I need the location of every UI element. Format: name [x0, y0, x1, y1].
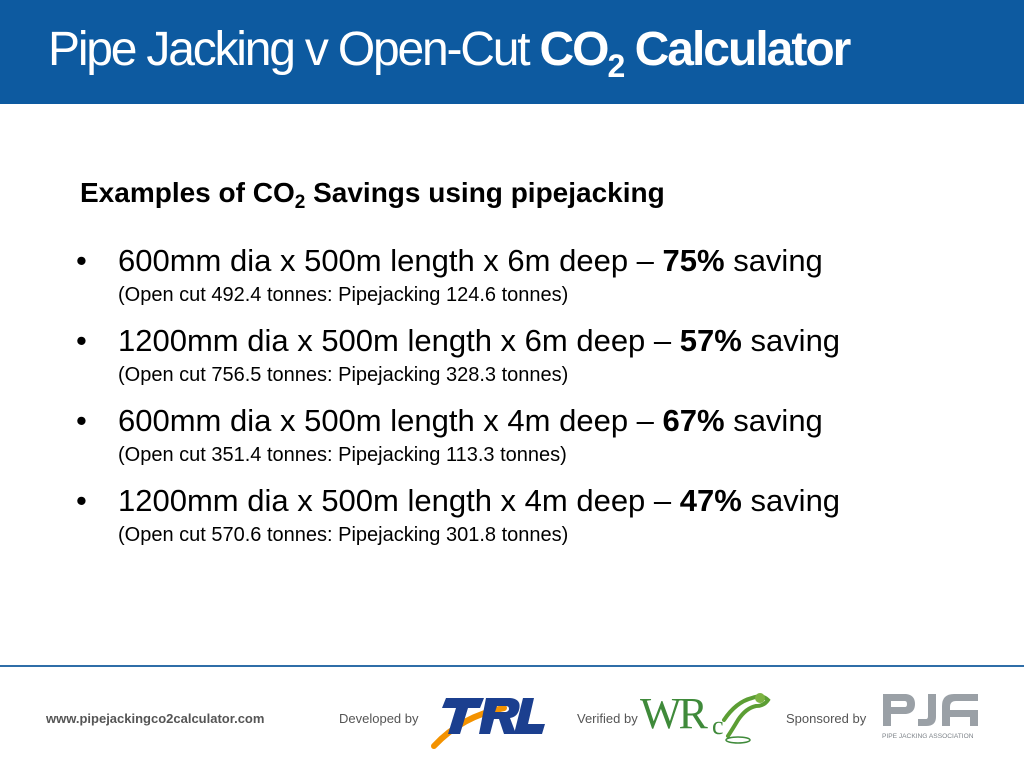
page-title — [48, 22, 850, 84]
svg-text:c: c — [712, 711, 724, 740]
pja-logo — [880, 690, 992, 742]
subtitle-prefix: Examples of CO — [80, 177, 295, 208]
bullet-detail: (Open cut 351.4 tonnes: Pipejacking 113.3 tonnes) — [118, 444, 567, 466]
saving-percent: 75% — [662, 243, 725, 278]
saving-word: saving — [741, 483, 841, 518]
subtitle-subscript: 2 — [294, 192, 306, 213]
bullet-detail: (Open cut 570.6 tonnes: Pipejacking 301.8 tonnes) — [118, 524, 569, 546]
developed-by-label: Developed by — [339, 711, 419, 726]
bullet-text: 600mm dia x 500m length x 4m deep – — [118, 403, 663, 438]
footer-divider — [0, 665, 1024, 667]
bullet-icon: • — [76, 483, 87, 518]
saving-percent: 57% — [679, 323, 742, 358]
title-co2 — [539, 23, 850, 84]
saving-word: saving — [724, 243, 823, 278]
title-co: CO — [539, 23, 608, 76]
title-prefix: Pipe Jacking v Open-Cut — [48, 23, 540, 76]
bullet-detail: (Open cut 756.5 tonnes: Pipejacking 328.3 tonnes) — [118, 364, 569, 386]
bullet-detail: (Open cut 492.4 tonnes: Pipejacking 124.6 tonnes) — [118, 284, 569, 306]
saving-percent: 47% — [679, 483, 742, 518]
slide-subtitle — [80, 176, 665, 213]
saving-word: saving — [724, 403, 823, 438]
water-ripple-icon — [726, 737, 750, 743]
title-subscript: 2 — [607, 48, 624, 84]
bullet-main — [118, 320, 840, 362]
verified-by-label: Verified by — [577, 711, 638, 726]
bullet-main — [118, 240, 823, 282]
bullet-text: 600mm dia x 500m length x 6m deep – — [118, 243, 663, 278]
bullet-icon: • — [76, 243, 87, 278]
frog-head-icon — [755, 693, 765, 703]
saving-percent: 67% — [662, 403, 725, 438]
bullet-main — [118, 480, 840, 522]
subtitle-suffix: Savings using pipejacking — [305, 177, 665, 208]
title-suffix: Calculator — [623, 23, 850, 76]
bullet-main — [118, 400, 823, 442]
trl-letter-r — [479, 698, 520, 734]
bullet-text: 1200mm dia x 500m length x 4m deep – — [118, 483, 680, 518]
bullet-icon: • — [76, 403, 87, 438]
website-link[interactable]: www.pipejackingco2calculator.com — [46, 711, 265, 726]
svg-text:WR: WR — [640, 689, 705, 738]
header-banner — [0, 0, 1024, 104]
sponsored-by-label: Sponsored by — [786, 711, 867, 726]
saving-word: saving — [741, 323, 841, 358]
trl-logo — [428, 686, 548, 752]
bullet-text: 1200mm dia x 500m length x 6m deep – — [118, 323, 680, 358]
bullet-icon: • — [76, 323, 87, 358]
wrc-logo — [640, 684, 776, 746]
pja-caption: PIPE JACKING ASSOCIATION — [882, 733, 974, 740]
